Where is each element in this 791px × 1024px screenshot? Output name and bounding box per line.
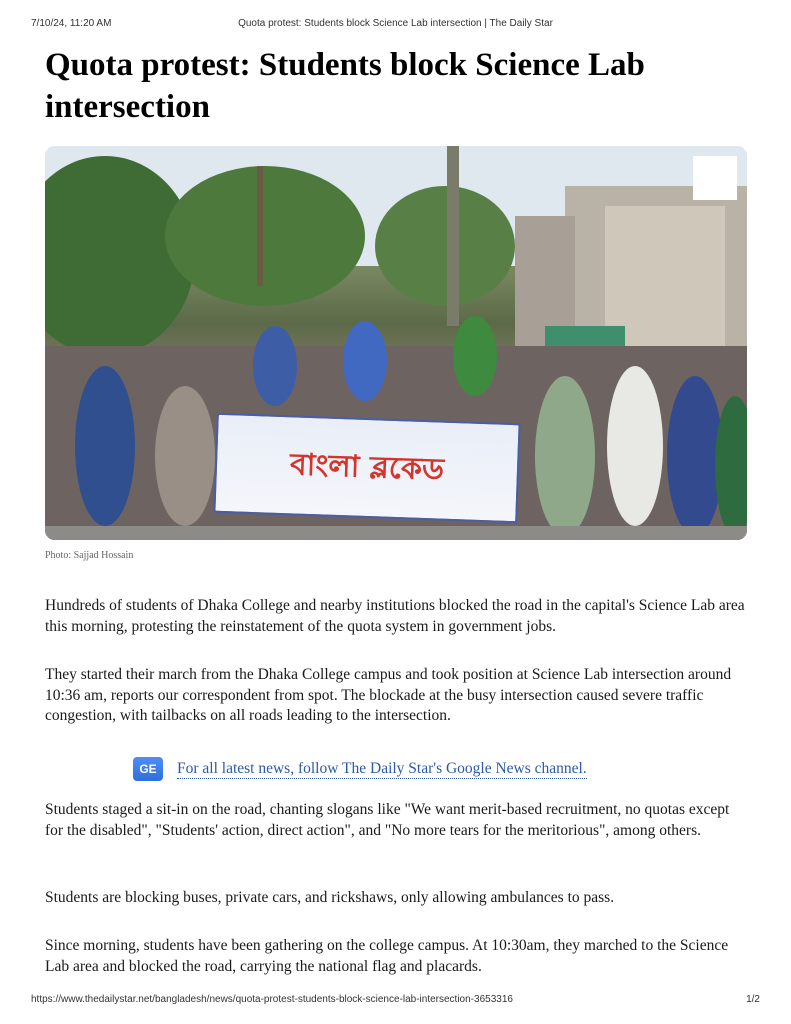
protest-banner-text: বাংলা ব্লকেড: [289, 446, 445, 488]
google-news-link[interactable]: For all latest news, follow The Daily Star's Google News channel.: [177, 759, 587, 777]
protest-banner: [213, 413, 520, 524]
article-paragraph-2: They started their march from the Dhaka College campus and took position at Science Lab intersection around 10:36 am, reports our correspondent from spot. The blockade at the busy intersection caused severe traffic congestion, with tailbacks on all roads leading to the intersection.: [45, 666, 732, 724]
article-paragraph-5: Since morning, students have been gathering on the college campus. At 10:30am, they marched to the Science Lab area and blocked the road, carrying the national flag and placards.: [45, 937, 729, 975]
page-number: 1/2: [746, 994, 760, 1005]
article-paragraph-1: Hundreds of students of Dhaka College and nearby institutions blocked the road in the capital's Science Lab area this morning, protesting the reinstatement of the quota system in government jobs.: [45, 597, 745, 635]
print-footer: [31, 994, 760, 1008]
print-doc-title: Quota protest: Students block Science Lab intersection | The Daily Star: [238, 18, 553, 29]
article-paragraph-3: Students staged a sit-in on the road, chanting slogans like "We want merit-based recruitment, no quotas except for the disabled", "Students' action, direct action", and "No more tears for the meritorious", among others.: [45, 801, 730, 839]
print-url: https://www.thedailystar.net/bangladesh/news/quota-protest-students-block-science-lab-intersection-3653316: [31, 994, 513, 1005]
article-headline: Quota protest: Students block Science Lab intersection: [45, 47, 645, 125]
print-datetime: 7/10/24, 11:20 AM: [31, 18, 112, 29]
photo-credit: Photo: Sajjad Hossain: [45, 550, 134, 561]
google-news-icon: GE: [133, 757, 163, 781]
article-paragraph-4: Students are blocking buses, private cars, and rickshaws, only allowing ambulances to pass.: [45, 889, 615, 906]
print-header: [31, 18, 760, 32]
article-photo: [45, 146, 747, 540]
google-news-promo: [133, 756, 587, 782]
